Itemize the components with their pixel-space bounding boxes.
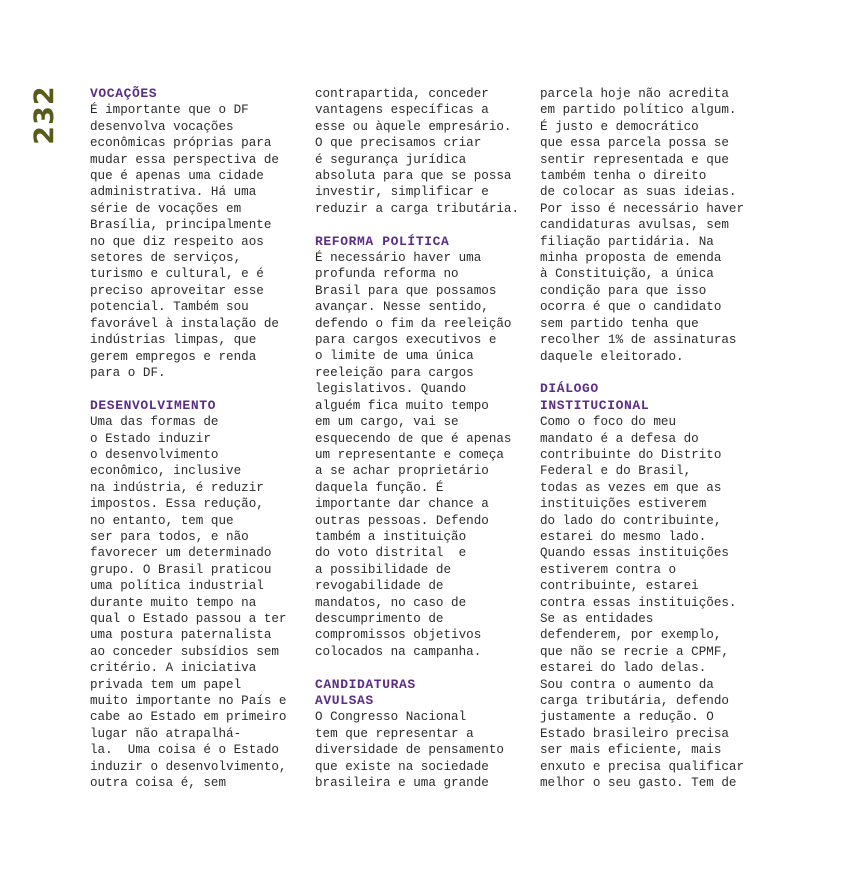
body-line: mandatos, no caso de	[315, 595, 467, 610]
body-line: no que diz respeito aos	[90, 234, 264, 249]
section-gap	[315, 660, 527, 676]
body-line: grupo. O Brasil praticou	[90, 562, 272, 577]
body-line: favorável à instalação de	[90, 316, 279, 331]
text-column-3	[540, 86, 752, 791]
body-line: ser mais eficiente, mais	[540, 743, 722, 758]
body-line: colocados na campanha.	[315, 644, 482, 659]
body-line: revogabilidade de	[315, 579, 444, 594]
section-heading-line: INSTITUCIONAL	[540, 397, 650, 413]
body-line: ocorra é que o candidato	[540, 300, 722, 315]
body-line: de colocar as suas ideias.	[540, 185, 737, 200]
body-line: gerem empregos e renda	[90, 349, 257, 364]
body-line: impostos. Essa redução,	[90, 497, 264, 512]
text-column-2	[315, 86, 527, 791]
body-line: Como o foco do meu	[540, 415, 677, 430]
body-line: la. Uma coisa é o Estado	[90, 743, 279, 758]
body-line: critério. A iniciativa	[90, 661, 257, 676]
section-heading-line: AVULSAS	[315, 693, 374, 708]
body-line: setores de serviços,	[90, 251, 242, 266]
section-heading	[315, 234, 527, 250]
section-gap	[540, 365, 752, 381]
body-line: condição para que isso	[540, 283, 707, 298]
body-line: reeleição para cargos	[315, 365, 474, 380]
body-line: no entanto, tem que	[90, 513, 234, 528]
body-line: para o DF.	[90, 365, 166, 380]
section-heading	[315, 677, 527, 710]
section-body	[315, 250, 527, 660]
body-line: o limite de uma única	[315, 349, 474, 364]
body-line: É importante que o DF	[90, 103, 249, 118]
body-line: é segurança jurídica	[315, 152, 467, 167]
body-line: brasileira e uma grande	[315, 776, 489, 791]
body-line: defendo o fim da reeleição	[315, 316, 512, 331]
body-line: tem que representar a	[315, 726, 474, 741]
body-line: o Estado induzir	[90, 431, 211, 446]
body-line: Quando essas instituições	[540, 546, 729, 561]
body-line: Federal e do Brasil,	[540, 464, 692, 479]
body-line: econômicas próprias para	[90, 136, 272, 151]
body-line: Brasília, principalmente	[90, 218, 272, 233]
body-line: que não se recrie a CPMF,	[540, 644, 729, 659]
body-line: investir, simplificar e	[315, 185, 489, 200]
section-body	[90, 102, 302, 381]
body-line: compromissos objetivos	[315, 628, 482, 643]
body-line: daquele eleitorado.	[540, 349, 684, 364]
body-line: enxuto e precisa qualificar	[540, 759, 745, 774]
body-line: série de vocações em	[90, 201, 242, 216]
section-gap	[90, 381, 302, 397]
body-line: filiação partidária. Na	[540, 234, 714, 249]
body-line: administrativa. Há uma	[90, 185, 257, 200]
body-line: lugar não atrapalhá-	[90, 726, 242, 741]
body-line: um representante e começa	[315, 447, 504, 462]
body-line: ser para todos, e não	[90, 529, 249, 544]
body-line: na indústria, é reduzir	[90, 480, 264, 495]
body-line: legislativos. Quando	[315, 382, 467, 397]
section-body	[90, 414, 302, 791]
body-line: durante muito tempo na	[90, 595, 257, 610]
body-line: Sou contra o aumento da	[540, 677, 714, 692]
body-line: econômico, inclusive	[90, 464, 242, 479]
body-line: vantagens específicas a	[315, 103, 489, 118]
body-line: Brasil para que possamos	[315, 283, 497, 298]
body-line: favorecer um determinado	[90, 546, 272, 561]
body-line: estarei do mesmo lado.	[540, 529, 707, 544]
section-heading-line: DESENVOLVIMENTO	[90, 397, 217, 413]
body-line: avançar. Nesse sentido,	[315, 300, 489, 315]
body-line: defenderem, por exemplo,	[540, 628, 722, 643]
body-line: minha proposta de emenda	[540, 251, 722, 266]
body-line: a possibilidade de	[315, 562, 452, 577]
body-line: do lado do contribuinte,	[540, 513, 722, 528]
body-line: induzir o desenvolvimento,	[90, 759, 287, 774]
body-line: contrapartida, conceder	[315, 87, 489, 101]
body-line: sem partido tenha que	[540, 316, 699, 331]
section-heading	[90, 86, 302, 102]
body-line: absoluta para que se possa	[315, 169, 512, 184]
body-line: todas as vezes em que as	[540, 480, 722, 495]
body-line: contra essas instituições.	[540, 595, 737, 610]
body-line: uma política industrial	[90, 579, 264, 594]
section-body	[540, 414, 752, 791]
body-line: mandato é a defesa do	[540, 431, 699, 446]
body-line: Se as entidades	[540, 611, 654, 626]
body-line: justamente a redução. O	[540, 710, 714, 725]
body-line: também tenha o direito	[540, 169, 707, 184]
body-line: indústrias limpas, que	[90, 333, 257, 348]
text-column-1	[90, 86, 302, 791]
body-line: melhor o seu gasto. Tem de	[540, 776, 737, 791]
section-heading-line: REFORMA POLÍTICA	[315, 233, 450, 249]
body-line: instituições estiverem	[540, 497, 707, 512]
body-line: contribuinte, estarei	[540, 579, 699, 594]
body-line: também a instituição	[315, 529, 467, 544]
body-line: uma postura paternalista	[90, 628, 272, 643]
section-heading-line: VOCAÇÕES	[90, 86, 158, 101]
body-line: alguém fica muito tempo	[315, 398, 489, 413]
section-heading-line: DIÁLOGO	[540, 381, 599, 397]
section-gap	[315, 217, 527, 233]
body-line: cabe ao Estado em primeiro	[90, 710, 287, 725]
body-line: contribuinte do Distrito	[540, 447, 722, 462]
body-line: estarei do lado delas.	[540, 661, 707, 676]
body-line: muito importante no País e	[90, 694, 287, 709]
body-line: candidaturas avulsas, sem	[540, 218, 729, 233]
body-line: estiverem contra o	[540, 562, 677, 577]
body-line: privada tem um papel	[90, 677, 242, 692]
section-body	[540, 86, 752, 365]
body-line: qual o Estado passou a ter	[90, 611, 287, 626]
body-line: diversidade de pensamento	[315, 743, 504, 758]
body-line: em um cargo, vai se	[315, 415, 459, 430]
body-line: do voto distrital e	[315, 546, 467, 561]
body-line: profunda reforma no	[315, 267, 459, 282]
body-line: para cargos executivos e	[315, 333, 497, 348]
body-line: O que precisamos criar	[315, 136, 482, 151]
body-line: o desenvolvimento	[90, 447, 219, 462]
section-body	[315, 709, 527, 791]
section-heading-line: CANDIDATURAS	[315, 676, 416, 692]
body-line: recolher 1% de assinaturas	[540, 333, 737, 348]
section-body	[315, 86, 527, 217]
section-heading	[540, 381, 752, 414]
body-line: que é apenas uma cidade	[90, 169, 264, 184]
body-line: esse ou àquele empresário.	[315, 119, 512, 134]
body-line: em partido político algum.	[540, 103, 737, 118]
page-number: 232	[28, 85, 60, 145]
body-line: outra coisa é, sem	[90, 776, 227, 791]
section-heading	[90, 398, 302, 414]
body-line: descumprimento de	[315, 611, 444, 626]
body-line: desenvolva vocações	[90, 119, 234, 134]
body-line: que existe na sociedade	[315, 759, 489, 774]
body-line: que essa parcela possa se	[540, 136, 729, 151]
body-line: reduzir a carga tributária.	[315, 201, 520, 216]
body-line: Uma das formas de	[90, 415, 219, 430]
body-line: mudar essa perspectiva de	[90, 152, 279, 167]
body-line: Por isso é necessário haver	[540, 201, 745, 216]
body-line: importante dar chance a	[315, 497, 489, 512]
body-line: Estado brasileiro precisa	[540, 726, 729, 741]
body-line: É justo e democrático	[540, 119, 699, 134]
body-line: ao conceder subsídios sem	[90, 644, 279, 659]
body-line: a se achar proprietário	[315, 464, 489, 479]
body-line: sentir representada e que	[540, 152, 729, 167]
body-line: daquela função. É	[315, 480, 444, 495]
body-line: preciso aproveitar esse	[90, 283, 264, 298]
body-line: outras pessoas. Defendo	[315, 513, 489, 528]
body-line: à Constituição, a única	[540, 267, 714, 282]
body-line: esquecendo de que é apenas	[315, 431, 512, 446]
body-line: O Congresso Nacional	[315, 710, 467, 725]
body-line: É necessário haver uma	[315, 251, 482, 266]
body-line: potencial. Também sou	[90, 300, 249, 315]
body-line: carga tributária, defendo	[540, 694, 729, 709]
body-line: parcela hoje não acredita	[540, 87, 729, 101]
body-line: turismo e cultural, e é	[90, 267, 264, 282]
